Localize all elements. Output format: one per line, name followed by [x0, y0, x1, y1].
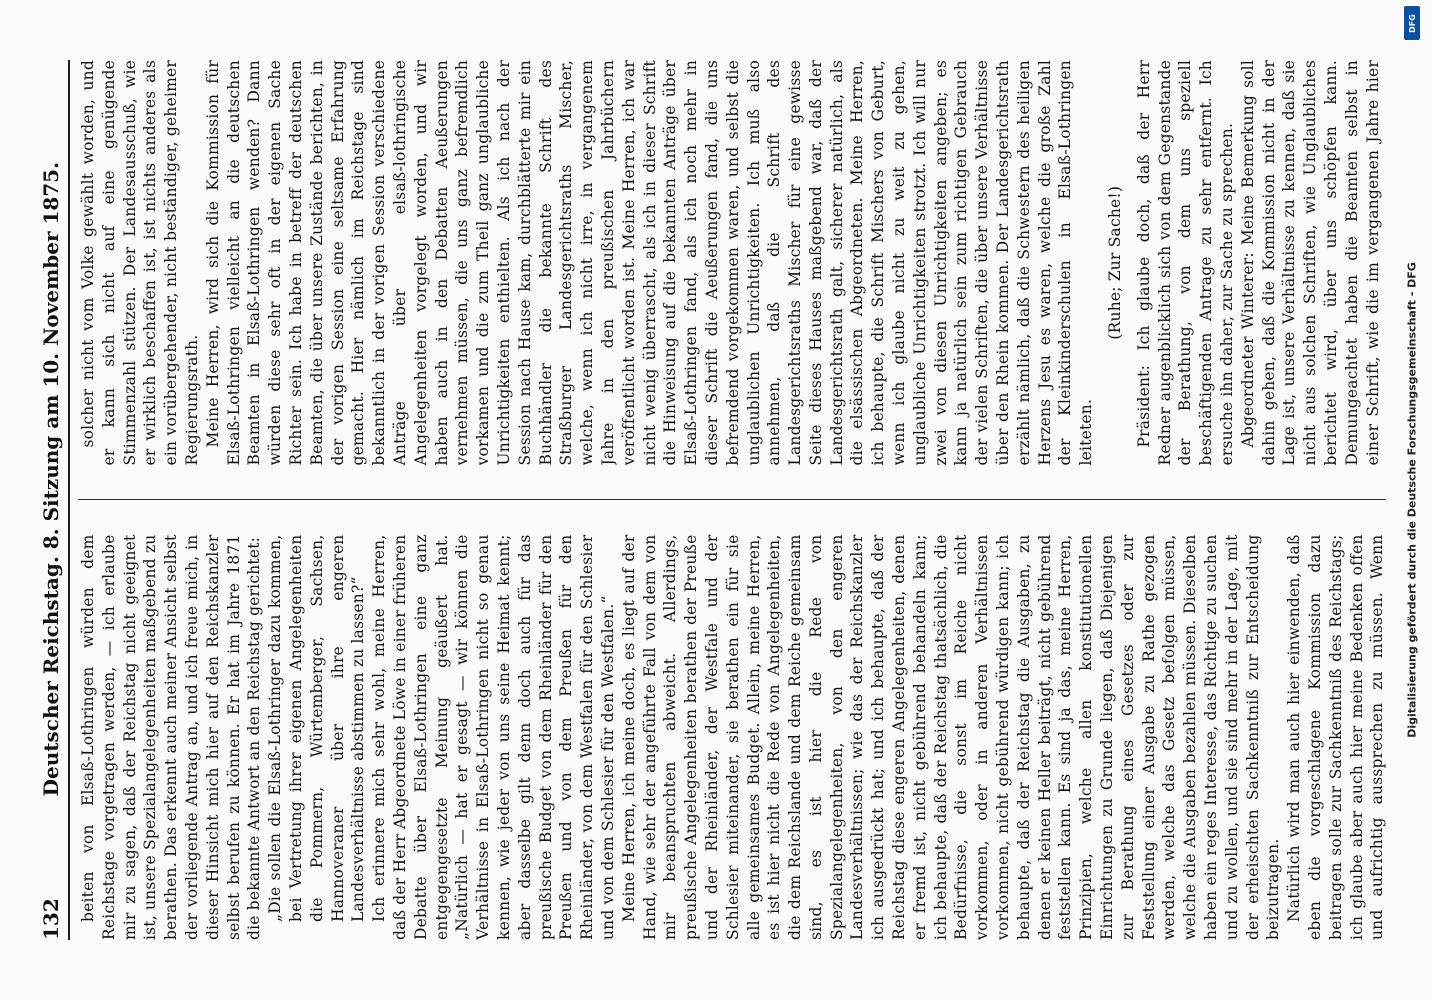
left-column: [78, 535, 1386, 941]
paragraph: Meine Herren, ich meine doch, es liegt auf der Hand, wie sehr der angeführte Fall von dem von mir beanspruchten abweicht. Allerdings, preußische Angelegenheiten berathen der Preuße und der Rheinländer, der Westfale und der Schlesier miteinander, sie berathen ein für sie alle gemeinsames Budget. Allein, meine Herren, es ist hier nicht die Rede von Angelegenheiten, die dem Reichslande und dem Reiche gemeinsam sind, es ist hier die Rede von Spezialangelegenheiten, von den engeren Landesverhältnissen; wie das der Reichskanzler ich ausgedrückt hat; und ich behaupte, daß der Reichstag diese engeren Angelegenheiten, denen er fremd ist, nicht gebührend behandeln kann; ich behaupte, daß der Reichstag thatsächlich, die Bedürfnisse, die sonst im Reiche nicht vorkommen, oder in anderen Verhältnissen vorkommen, nicht gebührend würdigen kann; ich behaupte, daß der Reichstag die Ausgaben, zu denen er keinen Heller beiträgt, nicht gebührend feststellen kann. Es sind ja das, meine Herren, Prinzipien, welche allen konstitutionellen Einrichtungen zu Grunde liegen, daß Diejenigen zur Berathung eines Gesetzes oder zur Feststellung einer Ausgabe zu Rathe gezogen werden, welche das Gesetz befolgen müssen, welche die Ausgaben bezahlen müssen. Dieselben haben ein reges Interesse, das Richtige zu suchen und zu wollen, und sie sind mehr in der Lage, mit der erheischten Sachkenntniß zur Entscheidung beizutragen.: [619, 534, 1283, 940]
paragraph: Natürlich wird man auch hier einwenden, daß eben die vorgeschlagene Kommission dazu beitragen solle zur Sachkenntniß des Reichstags; ich glaube aber auch hier meine Bedenken offen und aufrichtig aussprechen zu müssen. Wenn: [1285, 534, 1386, 940]
text-columns: [78, 60, 1386, 940]
digitization-credit: [1402, 0, 1422, 1000]
interjection: (Ruhe; Zur Sache!): [1106, 185, 1125, 340]
column-divider: [78, 500, 1386, 501]
paragraph: Ich erinnere mich sehr wohl, meine Herren, daß der Herr Abgeordnete Löwe in einer früheren Debatte über Elsaß-Lothringen eine ganz entgegengesetzte Meinung geäußert hat. „Natürlich — hat er gesagt — wir können die Verhältnisse in Elsaß-Lothringen nicht so genau kennen, wie jeder von uns seine Heimat kennt; aber dasselbe gilt denn doch auch für das preußische Budget von dem Rheinländer für den Preußen und von dem Preußen für den Rheinländer, von dem Westfalen für den Schlesier und von dem Schlesier für den Westfalen.“: [370, 534, 617, 940]
paragraph: Meine Herren, wird sich die Kommission für Elsaß-Lothringen vielleicht an die deutschen Beamten in Elsaß-Lothringen wenden? Dann würden diese sehr oft in der eigenen Sache Richter sein. Ich habe in betreff der deutschen Beamten, die über unsere Zustände berichten, in der vorigen Session eine seltsame Erfahrung gemacht. Hier nämlich im Reichstage sind bekanntlich in der vorigen Session verschiedene Anträge über elsaß-lothringische Angelegenheiten vorgelegt worden, und wir haben auch in den Debatten Aeußerungen vernehmen müssen, die uns ganz befremdlich vorkamen und die zum Theil ganz unglaubliche Unrichtigkeiten enthielten. Als ich nach der Session nach Hause kam, durchblätterte mir ein Buchhändler die bekannte Schrift des Straßburger Landesgerichtsraths Mischer, welche, wenn ich nicht irre, in vergangenem Jahre in den preußischen Jahrbüchern veröffentlicht worden ist. Meine Herren, ich war nicht wenig überrascht, als ich in dieser Schrift die Hinweisung auf die bekannten Anträge über Elsaß-Lothringen fand, als ich noch mehr in dieser Schrift die Aeußerungen fand, die uns befremdend vorgekommen waren, und selbst die unglaublichen Unrichtigkeiten. Ich muß also annehmen, daß die Schrift des Landesgerichtsraths Mischer für eine gewisse Seite dieses Hauses maßgebend war, daß der Landesgerichtsrath galt, sicherer natürlich, als die elsässischen Abgeordneten. Meine Herren, ich behaupte, die Schrift Mischers von Geburt, wenn ich glaube nicht zu weit zu gehen, unglaubliche Unrichtigkeiten strotzt. Ich will nur zwei von diesen Unrichtigkeiten angeben; es kann ja natürlich sein zum richtigen Gebrauch der vielen Schriften, die über unsere Verhältnisse über den Rhein kommen. Der Landesgerichtsrath erzählt nämlich, daß die Schwestern des heiligen Herzens Jesu es waren, welche die große Zahl der Kleinkinderschulen in Elsaß-Lothringen leiteten.: [203, 60, 1096, 466]
page-number: 132: [39, 898, 63, 940]
rotated-page: [16, 20, 1416, 980]
running-head: [34, 60, 70, 940]
paragraph: beiten von Elsaß-Lothringen würden dem Reichstage vorgetragen werden, — ich erlaube mir zu sagen, daß der Reichstag nicht geeignet ist, unsere Spezialangelegenheiten maßgebend zu berathen. Das erkennt auch meiner Ansicht selbst der vorliegende Antrag an, und ich freue mich, in dieser Hinsicht mich hier auf den Reichskanzler selbst berufen zu können. Er hat im Jahre 1871 die bekannte Antwort an den Reichstag gerichtet:: [79, 534, 264, 940]
credit-text: Digitalisierung gefördert durch die Deutsche Forschungsgemeinschaft - DFG: [1405, 262, 1419, 738]
page-title: Deutscher Reichstag. 8. Sitzung am 10. November 1875.: [39, 161, 63, 797]
dfg-logo: DFG: [1404, 6, 1420, 40]
paragraph: solcher nicht vom Volke gewählt worden, und er kann sich nicht auf eine genügende Stimmenzahl stützen. Der Landesausschuß, wie er wirklich beschaffen ist, ist nichts anderes als ein vorübergehender, nicht beständiger, geheimer Regierungsrath.: [79, 60, 201, 466]
speaker-paragraph: Abgeordneter Winterer: Meine Bemerkung soll dahin gehen, daß die Kommission nicht in der Lage ist, unsere Verhältnisse zu kennen, daß sie nicht aus solchen Schriften, wie Unglaubliches berichtet wird, über uns schöpfen kann. Demungeachtet haben die Beamten selbst in einer Schrift, wie die im vergangenen Jahre hier: [1238, 60, 1382, 466]
president-paragraph: Präsident: Ich glaube doch, daß der Herr Redner augenblicklich sich von dem Gegenstande der Berathung, von dem uns speziell beschäftigenden Antrage zu sehr entfernt. Ich ersuche ihn daher, zur Sache zu sprechen.: [1134, 60, 1237, 466]
right-column: [78, 60, 1386, 466]
quote-paragraph: „Die sollen die Elsaß-Lothringer dazu kommen, bei Vertretung ihrer eigenen Angelegenheiten die Pommern, Würtemberger, Sachsen, Hannoveraner über ihre engeren Landesverhältnisse abstimmen zu lassen?“: [266, 534, 368, 922]
